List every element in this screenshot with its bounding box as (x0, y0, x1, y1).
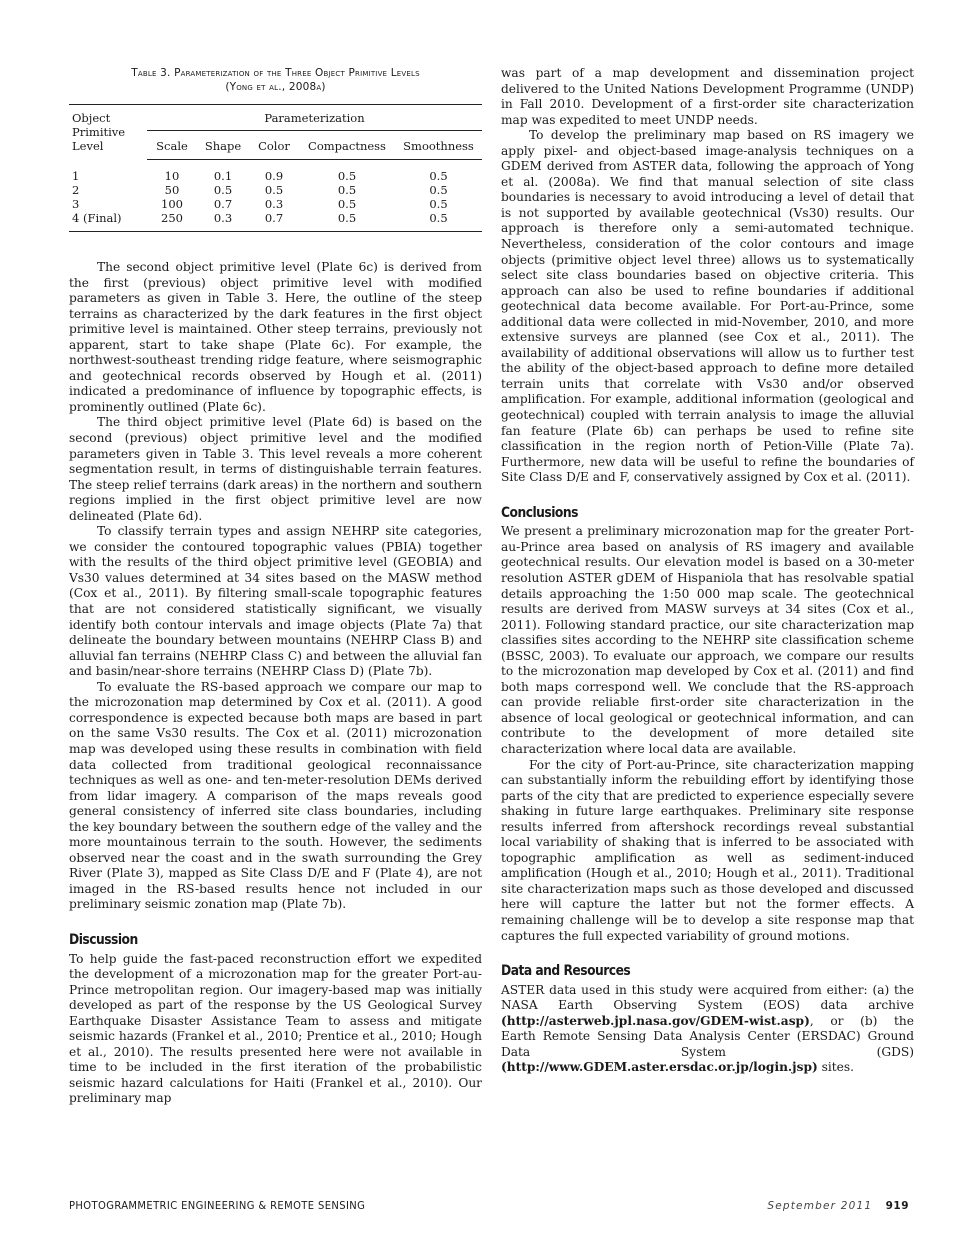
table-header-smoothness: Smoothness (395, 131, 482, 160)
table-row (69, 211, 482, 232)
body-paragraph: For the city of Port-au-Prince, site characterization mapping can substantially inform the rebuilding effort by identifying those parts of the city that are predicted to experience especially severe shaking in future large earthquakes. Preliminary site response results inferred from aftershock recordings reveal substantial local variability of shaking that is inferred to be associated with topographic amplification as well as sediment-induced amplification (Hough et al., 2010; Hough et al., 2011). Traditional site characterization maps such as those developed and discussed here will capture the latter but not the former effects. A remaining challenge will be to develop a site response map that captures the full expected variability of ground motions. (501, 757, 914, 943)
journal-name: PHOTOGRAMMETRIC ENGINEERING & REMOTE SENSING (69, 1200, 366, 1212)
body-paragraph: To classify terrain types and assign NEHRP site categories, we consider the contoured topographic values (PBIA) together with the results of the third object primitive level (GEOBIA) and Vs30 values determined at 34 sites based on the MASW method (Cox et al., 2011). By filtering small-scale topographic features that are not considered statistically significant, we visually identify both contour intervals and image objects (Plate 7a) that delineate the boundary between mountains (NEHRP Class B) and alluvial fan terrains (NEHRP Class C) and between the alluvial fan and basin/near-shore terrains (NEHRP Class D) (Plate 7b). (69, 524, 482, 679)
cell-compactness: 0.5 (337, 169, 357, 183)
table-caption-line1: Table 3. Parameterization of the Three Object Primitive Levels (131, 67, 420, 79)
body-paragraph: We present a preliminary microzonation map for the greater Port-au-Prince area based on analysis of RS imagery and available geotechnical results. Our elevation model is based on a 30-meter resolution ASTER gDEM of Hispaniola that has resolvable spatial details approaching the 1:50 000 map scale. The geotechnical results are derived from MASW surveys at 34 sites (Cox et al., 2011). Following standard practice, our site characterization map classifies sites according to the NEHRP site classification scheme (BSSC, 2003). To evaluate our approach, we compare our results to the microzonation map developed by Cox et al. (2011) and find both maps correspond well. We conclude that the RS-approach can provide reliable first-order site characterization in the absence of local geological or geotechnical information, and can contribute to the development of more detailed site characterization where local data are available. (501, 524, 914, 756)
parameterization-table (69, 104, 482, 232)
cell-scale: 250 (161, 211, 183, 225)
table-header-object-level: Object Primitive Level (72, 111, 126, 153)
cell-scale: 50 (164, 183, 180, 197)
cell-level: 2 (72, 183, 80, 197)
cell-shape: 0.5 (213, 183, 233, 197)
cell-color: 0.3 (264, 197, 284, 211)
left-column (69, 66, 482, 1107)
body-paragraph: To develop the preliminary map based on RS imagery we apply pixel- and object-based image-analysis techniques on a GDEM derived from ASTER data, following the approach of Yong et al. (2008a). We find that manual selection of site class boundaries is necessary to avoid introducing a level of detail that is not supported by available geotechnical (Vs30) results. Our approach is therefore only a semi-automated technique. Nevertheless, consideration of the color contours and image objects (primitive object level three) allows us to systematically select site class boundaries based on objective criteria. This approach can also be used to refine boundaries if additional geotechnical data become available. For Port-au-Prince, some additional data were collected in mid-November, 2010, and more extensive surveys are planned (see Cox et al., 2011). The availability of additional observations will allow us to further test the ability of the object-based approach to define more detailed terrain units that correlate with Vs30 and/or observed amplification. For example, additional information (geological and geotechnical) coupled with terrain analysis to image the alluvial fan feature (Plate 6b) can perhaps be used to refine site classification in the region north of Petion-Ville (Plate 7a). Furthermore, new data will be useful to refine the boundaries of Site Class D/E and F, conservatively assigned by Cox et al. (2011). (501, 128, 914, 485)
issue-date: September 2011 (767, 1200, 873, 1212)
page-footer (69, 1200, 909, 1220)
table-row (69, 183, 482, 197)
asterweb-link[interactable]: (http://asterweb.jpl.nasa.gov/GDEM-wist.asp) (501, 1013, 810, 1028)
table-header-color: Color (249, 131, 299, 160)
table-header-scale: Scale (147, 131, 197, 160)
body-paragraph: To evaluate the RS-based approach we compare our map to the microzonation map determined by Cox et al. (2011). A good correspondence is expected because both maps are based in part on the same Vs30 results. The Cox et al. (2011) microzonation map was developed using these results in combination with field data collected from traditional geological reconnaissance techniques as well as one- and ten-meter-resolution DEMs derived from lidar imagery. A comparison of the maps reveals good general consistency of inferred site class boundaries, including the key boundary between the southern edge of the valley and the more mountainous terrain to the south. However, the sediments observed near the coast and in the swath surrounding the Grey River (Plate 3), mapped as Site Class D/E and F (Plate 4), are not imaged in the RS-based results hence not included in our preliminary seismic zonation map (Plate 7b). (69, 679, 482, 912)
cell-smoothness: 0.5 (429, 197, 448, 211)
table-caption (69, 66, 482, 94)
body-paragraph: To help guide the fast-paced reconstruction effort we expedited the development of a microzonation map for the greater Port-au-Prince metropolitan region. Our imagery-based map was initially developed as part of the response by the US Geological Survey Earthquake Disaster Assistance Team to assess and mitigate seismic hazards (Frankel et al., 2010; Prentice et al., 2010; Hough et al., 2010). The results presented here were not available in time to be included in the first iteration of the probabilistic seismic hazard calculations for Haiti (Frankel et al., 2010). Our preliminary map (69, 951, 482, 1106)
body-paragraph: was part of a map development and dissemination project delivered to the United Nations Development Programme (UNDP) in Fall 2010. Development of a first-order site characterization map was expedited to meet UNDP needs. (501, 66, 914, 127)
cell-compactness: 0.5 (337, 183, 357, 197)
data-text-c: sites. (821, 1060, 855, 1075)
cell-level: 4 (Final) (72, 211, 122, 225)
cell-scale: 10 (164, 169, 180, 183)
table-caption-line2: (Yong et al., 2008a) (225, 81, 326, 93)
cell-shape: 0.7 (213, 197, 233, 211)
footer-right (767, 1200, 909, 1212)
data-text-a: ASTER data used in this study were acquired from either: (a) the NASA Earth Observing System (EOS) data archive (501, 982, 914, 1013)
table-row (69, 197, 482, 211)
section-heading-discussion: Discussion (69, 931, 138, 948)
gdem-ersdac-link[interactable]: (http://www.GDEM.aster.ersdac.or.jp/login.jsp) (501, 1060, 818, 1075)
cell-smoothness: 0.5 (429, 169, 448, 183)
cell-color: 0.5 (264, 183, 284, 197)
body-paragraph: The second object primitive level (Plate 6c) is derived from the first (previous) object primitive level with modified parameters as given in Table 3. Here, the outline of the steep terrains as characterized by the dark features in the first object primitive level is maintained. Other steep terrains, previously not apparent, start to take shape (Plate 6c). For example, the northwest-southeast trending ridge feature, where seismographic and geotechnical records observed by Hough et al. (2011) indicated a predominance of influence by topographic effects, is prominently outlined (Plate 6c). (69, 260, 482, 414)
cell-shape: 0.3 (213, 211, 233, 225)
section-heading-conclusions: Conclusions (501, 504, 578, 521)
table-row (69, 160, 482, 184)
right-column (501, 66, 914, 1076)
data-text-b: , or (b) the Earth Remote Sensing Data Analysis Center (ERSDAC) Ground Data System (GDS) (501, 1013, 914, 1059)
page-number: 919 (885, 1200, 909, 1212)
cell-color: 0.7 (264, 211, 284, 225)
section-heading-data-resources: Data and Resources (501, 963, 631, 980)
cell-smoothness: 0.5 (429, 183, 448, 197)
cell-level: 3 (72, 197, 80, 211)
cell-compactness: 0.5 (337, 211, 357, 225)
table-header-parameterization: Parameterization (147, 105, 482, 131)
cell-level: 1 (72, 168, 80, 183)
cell-color: 0.9 (264, 169, 284, 183)
cell-smoothness: 0.5 (429, 211, 448, 225)
data-resources-paragraph (501, 983, 914, 1076)
cell-shape: 0.1 (213, 169, 233, 183)
table-header-shape: Shape (197, 131, 249, 160)
body-paragraph: The third object primitive level (Plate 6d) is based on the second (previous) object primitive level and the modified parameters given in Table 3. This level reveals a more coherent segmentation result, in terms of distinguishable terrain features. The steep relief terrains (dark areas) in the northern and southern regions implied in the first object primitive level are now delineated (Plate 6d). (69, 415, 482, 523)
table-header-compactness: Compactness (299, 131, 395, 160)
cell-scale: 100 (161, 197, 183, 211)
cell-compactness: 0.5 (337, 197, 357, 211)
